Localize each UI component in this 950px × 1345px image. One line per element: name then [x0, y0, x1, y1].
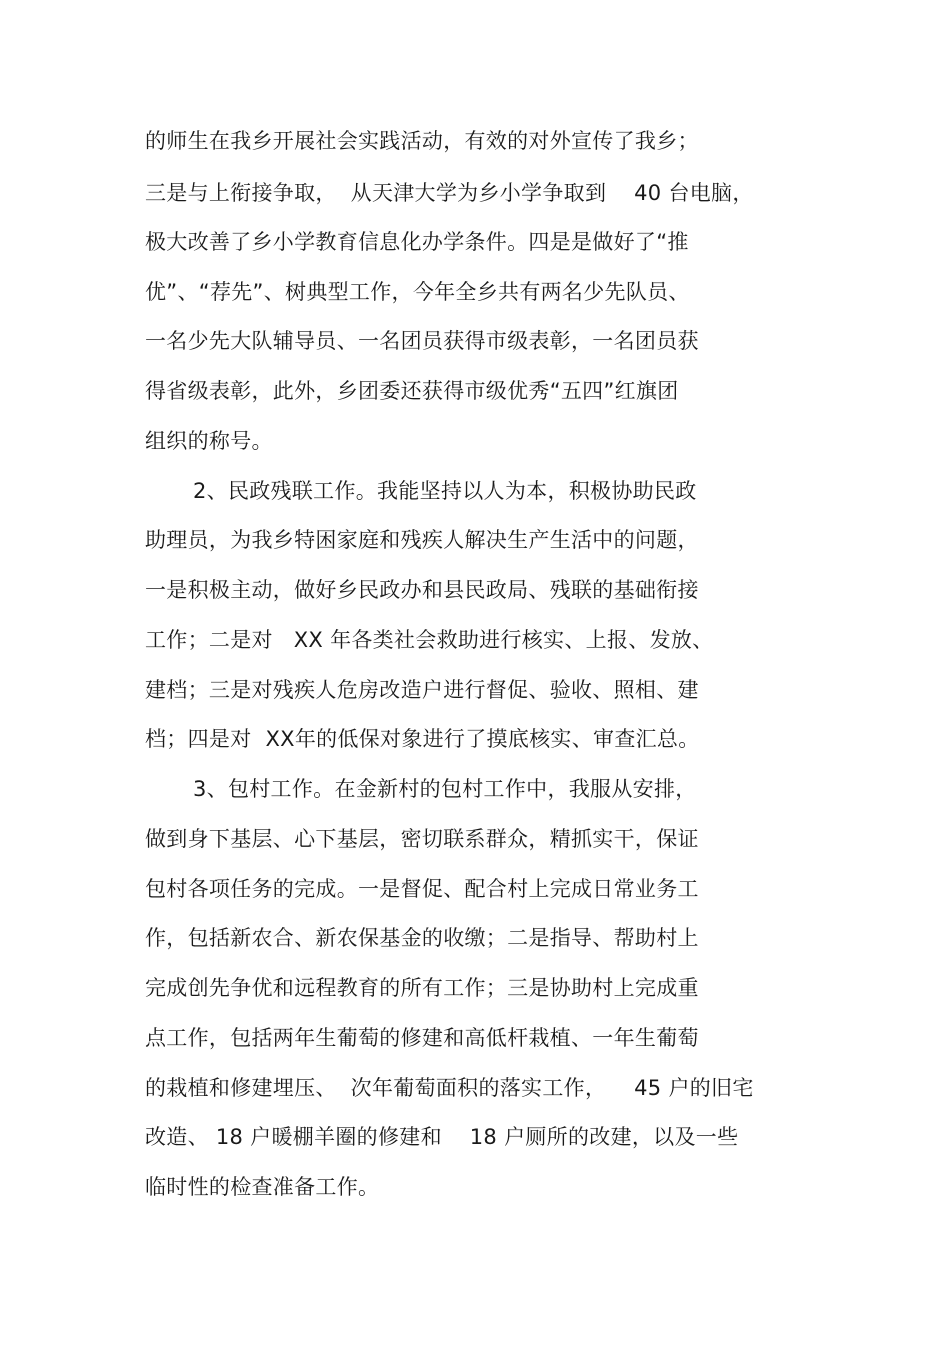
text-line: 点工作，包括两年生葡萄的修建和高低杆栽植、一年生葡萄 [145, 1026, 699, 1050]
text-line: 一是积极主动，做好乡民政办和县民政局、残联的基础衔接 [145, 578, 699, 602]
text-line: 包村各项任务的完成。一是督促、配合村上完成日常业务工 [145, 877, 699, 901]
text-line: 改造、 18 户暖棚羊圈的修建和 18 户厕所的改建，以及一些 [145, 1125, 739, 1149]
text-line: 作，包括新农合、新农保基金的收缴；二是指导、帮助村上 [145, 926, 699, 950]
text-line: 工作；二是对 XX 年各类社会救助进行核实、上报、发放、 [145, 628, 714, 652]
text-line: 完成创先争优和远程教育的所有工作；三是协助村上完成重 [145, 976, 699, 1000]
text-line: 做到身下基层、心下基层，密切联系群众，精抓实干，保证 [145, 827, 699, 851]
text-line: 档；四是对 XX年的低保对象进行了摸底核实、审查汇总。 [145, 727, 700, 751]
paragraph-start-line: 3、包村工作。在金新村的包村工作中，我服从安排， [193, 777, 697, 801]
text-line: 建档；三是对残疾人危房改造户进行督促、验收、照相、建 [145, 678, 699, 702]
text-line: 得省级表彰，此外，乡团委还获得市级优秀“五四”红旗团 [145, 379, 679, 403]
text-line: 的栽植和修建埋压、 次年葡萄面积的落实工作， 45 户的旧宅 [145, 1076, 754, 1100]
text-line: 三是与上衔接争取， 从天津大学为乡小学争取到 40 台电脑， [145, 181, 754, 205]
paragraph-start-line: 2、民政残联工作。我能坚持以人为本，积极协助民政 [193, 479, 697, 503]
text-line: 极大改善了乡小学教育信息化办学条件。四是是做好了“推 [145, 230, 689, 254]
text-line: 优”、“荐先”、树典型工作，今年全乡共有两名少先队员、 [145, 280, 690, 304]
text-line: 的师生在我乡开展社会实践活动，有效的对外宣传了我乡； [145, 129, 699, 153]
text-line: 助理员，为我乡特困家庭和残疾人解决生产生活中的问题， [145, 528, 699, 552]
text-line: 组织的称号。 [145, 429, 273, 453]
text-line: 一名少先大队辅导员、一名团员获得市级表彰，一名团员获 [145, 329, 699, 353]
text-line: 临时性的检查准备工作。 [145, 1175, 380, 1199]
